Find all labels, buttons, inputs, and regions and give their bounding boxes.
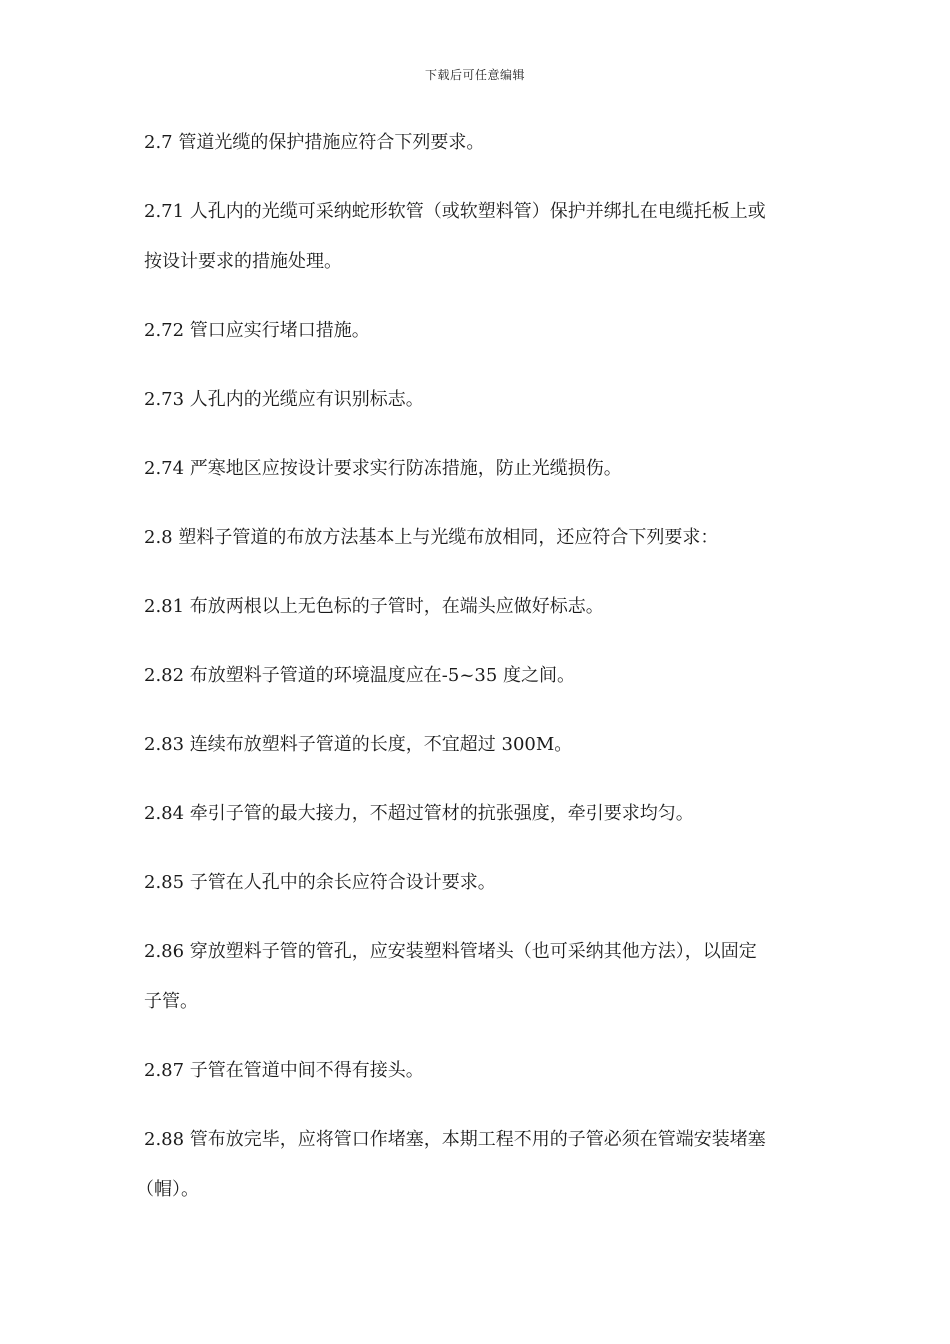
paragraph-line: 2.84 牵引子管的最大接力，不超过管材的抗张强度，牵引要求均匀。 [144, 803, 694, 824]
paragraph-line: 按设计要求的措施处理。 [144, 251, 342, 272]
paragraph-line: 2.83 连续布放塑料子管道的长度，不宜超过 300M。 [144, 734, 573, 755]
paragraph-line: 2.7 管道光缆的保护措施应符合下列要求。 [144, 132, 485, 153]
paragraph [144, 375, 808, 425]
paragraph [144, 651, 808, 701]
paragraph [144, 1046, 808, 1096]
paragraph [144, 720, 808, 770]
paragraph [136, 1115, 808, 1215]
paragraph-line: 2.87 子管在管道中间不得有接头。 [144, 1060, 424, 1081]
paragraph [144, 927, 808, 1027]
paragraph-line: （帽）。 [136, 1179, 199, 1200]
paragraph-line: 2.86 穿放塑料子管的管孔，应安装塑料管堵头（也可采纳其他方法），以固定 [144, 941, 757, 962]
paragraph-line: 2.82 布放塑料子管道的环境温度应在-5~35 度之间。 [144, 665, 576, 686]
paragraph-line: 2.73 人孔内的光缆应有识别标志。 [144, 389, 424, 410]
paragraph-line: 2.85 子管在人孔中的余长应符合设计要求。 [144, 872, 496, 893]
paragraph [144, 444, 808, 494]
paragraph [144, 306, 808, 356]
paragraph [144, 582, 808, 632]
paragraph-line: 2.88 管布放完毕，应将管口作堵塞，本期工程不用的子管必须在管端安装堵塞 [144, 1129, 766, 1150]
document-body [136, 118, 808, 1234]
paragraph-line: 2.71 人孔内的光缆可采纳蛇形软管（或软塑料管）保护并绑扎在电缆托板上或 [144, 201, 766, 222]
paragraph [144, 118, 808, 168]
paragraph-line: 2.8 塑料子管道的布放方法基本上与光缆布放相同，还应符合下列要求： [144, 527, 719, 548]
paragraph-line: 子管。 [144, 991, 198, 1012]
page-header: 下载后可任意编辑 [424, 68, 525, 82]
paragraph-line: 2.81 布放两根以上无色标的子管时，在端头应做好标志。 [144, 596, 604, 617]
paragraph [144, 513, 808, 563]
paragraph-line: 2.72 管口应实行堵口措施。 [144, 320, 370, 341]
paragraph-line: 2.74 严寒地区应按设计要求实行防冻措施，防止光缆损伤。 [144, 458, 622, 479]
paragraph [144, 789, 808, 839]
paragraph [144, 187, 808, 287]
paragraph [144, 858, 808, 908]
